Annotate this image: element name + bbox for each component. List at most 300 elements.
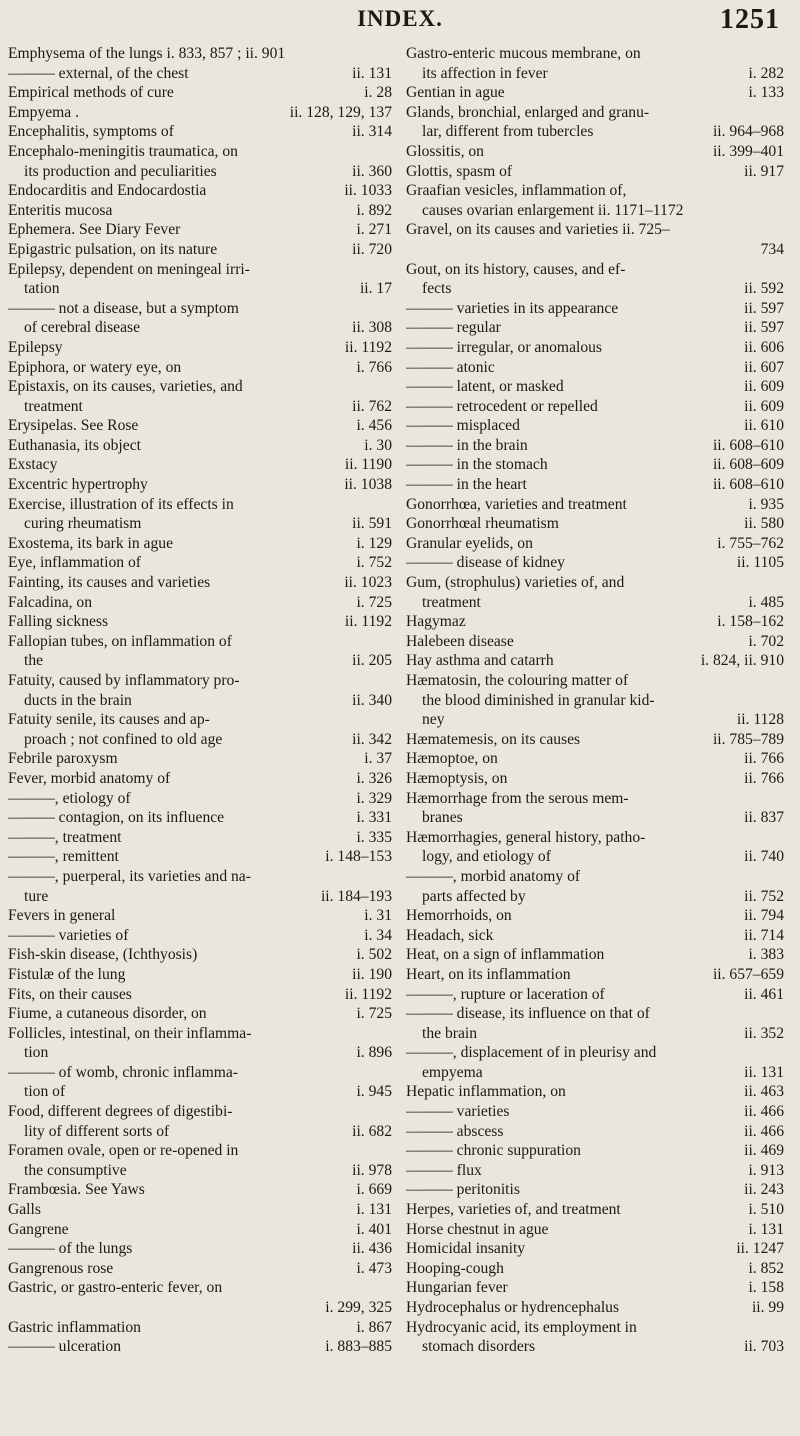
index-entry-ref: ii. 762 [348, 397, 392, 417]
index-entry-text: lity of different sorts of [24, 1122, 170, 1140]
index-entry-ref: ii. 597 [740, 299, 784, 319]
index-entry [406, 867, 784, 887]
index-entry-text: ——— retrocedent or repelled [406, 397, 598, 415]
index-entry [8, 318, 392, 338]
index-entry [8, 377, 392, 397]
index-entry-ref: i. 383 [744, 945, 784, 965]
index-entry-text: Epilepsy, dependent on meningeal irri- [8, 260, 250, 278]
index-entry-text: Enteritis mucosa [8, 201, 113, 219]
index-entry-ref: ii. 1247 [732, 1239, 784, 1259]
index-entry [406, 1318, 784, 1338]
index-entry-ref: i. 28 [360, 83, 392, 103]
index-entry-text: ——— in the brain [406, 436, 528, 454]
index-entry [406, 122, 784, 142]
index-entry [406, 103, 784, 123]
index-entry [8, 1298, 392, 1318]
index-entry-ref: i. 131 [352, 1200, 392, 1220]
index-entry-text: Glossitis, on [406, 142, 484, 160]
index-entry-text: ——— latent, or masked [406, 378, 564, 396]
index-entry [406, 1259, 784, 1279]
index-entry [406, 1200, 784, 1220]
index-entry [8, 926, 392, 946]
index-entry-text: the brain [422, 1024, 477, 1042]
index-entry [406, 749, 784, 769]
index-entry [8, 1220, 392, 1240]
index-entry-ref: i. 852 [744, 1259, 784, 1279]
index-entry-ref: ii. 314 [348, 122, 392, 142]
index-entry-ref: ii. 785–789 [709, 730, 784, 750]
index-entry-text: its affection in fever [422, 64, 548, 82]
index-entry-text: ——— ulceration [8, 1338, 122, 1356]
index-entry [406, 1298, 784, 1318]
index-entry-text: Fatuity, caused by inflammatory pro- [8, 672, 240, 689]
index-entry-text: Halebeen disease [406, 632, 514, 650]
index-entry [8, 1102, 392, 1122]
index-entry-ref: i. 945 [352, 1082, 392, 1102]
index-entry-ref: ii. 360 [348, 162, 392, 182]
index-entry-text: Heart, on its inflammation [406, 965, 571, 983]
index-entry [8, 1141, 392, 1161]
index-entry-text: Fainting, its causes and varieties [8, 574, 211, 592]
index-entry-text: Herpes, varieties of, and treatment [406, 1201, 621, 1219]
index-entry-text: curing rheumatism [24, 515, 142, 533]
index-entry [406, 1141, 784, 1161]
index-entry-ref: ii. 399–401 [709, 142, 784, 162]
index-entry [406, 710, 784, 730]
index-entry-text: Fits, on their causes [8, 985, 132, 1003]
index-entry [406, 1220, 784, 1240]
index-entry-ref: ii. 607 [740, 358, 784, 378]
index-entry-text: ——— in the heart [406, 476, 527, 494]
index-entry-ref: i. 935 [744, 495, 784, 515]
index-entry-text: ——— abscess [406, 1122, 504, 1140]
index-entry-ref: i. 766 [352, 358, 392, 378]
index-entry [8, 416, 392, 436]
index-entry-text: ———, morbid anatomy of [406, 867, 581, 885]
index-entry-text: ——— peritonitis [406, 1181, 520, 1199]
index-entry-ref: ii. 243 [740, 1180, 784, 1200]
index-entry [8, 1278, 392, 1298]
index-entry-ref: ii. 466 [740, 1102, 784, 1122]
index-entry [406, 455, 784, 475]
index-entry [406, 1239, 784, 1259]
page-header [0, 4, 800, 38]
index-entry-ref: ii. 205 [348, 651, 392, 671]
index-entry [8, 828, 392, 848]
index-entry-ref: ii. 461 [740, 985, 784, 1005]
index-entry-text: Gravel, on its causes and varieties ii. 725– [406, 221, 670, 239]
index-entry-text: Exstacy [8, 456, 58, 474]
index-entry [8, 1180, 392, 1200]
index-entry-ref: i. 326 [352, 769, 392, 789]
index-entry-text: ——— not a disease, but a symptom [8, 299, 239, 317]
index-entry [406, 945, 784, 965]
index-entry [8, 475, 392, 495]
index-entry [8, 1161, 392, 1181]
index-entry [406, 887, 784, 907]
index-entry-text: proach ; not confined to old age [24, 730, 223, 748]
index-entry-text: ———, remittent [8, 848, 119, 866]
index-entry [8, 906, 392, 926]
index-entry [8, 710, 392, 730]
index-entry [406, 377, 784, 397]
index-entry [406, 1122, 784, 1142]
index-entry-text: stomach disorders [422, 1338, 536, 1356]
index-entry-text: Frambœsia. See Yaws [8, 1181, 145, 1199]
index-entry-text: Hydrocephalus or hydrencephalus [406, 1299, 620, 1316]
index-entry-text: Hæmatemesis, on its causes [406, 730, 581, 748]
index-entry [8, 436, 392, 456]
index-entry [8, 455, 392, 475]
index-entry-ref: ii. 1105 [733, 553, 784, 573]
index-entry-text: ——— varieties [406, 1103, 510, 1121]
index-entry [8, 808, 392, 828]
index-entry-ref: i. 883–885 [321, 1337, 392, 1357]
index-entry-text: ——— misplaced [406, 417, 520, 435]
index-entry-ref: i. 896 [352, 1043, 392, 1063]
index-entry [8, 201, 392, 221]
index-entry [406, 318, 784, 338]
index-entry [406, 730, 784, 750]
index-entry [406, 906, 784, 926]
index-entry [406, 514, 784, 534]
index-entry-text: Epiphora, or watery eye, on [8, 358, 182, 376]
index-entry-ref: ii. 837 [740, 808, 784, 828]
index-entry [406, 416, 784, 436]
index-entry-text: Epistaxis, on its causes, varieties, and [8, 378, 243, 396]
index-entry [406, 279, 784, 299]
index-entry-text: the consumptive [24, 1161, 127, 1179]
index-entry-ref: ii. 609 [740, 397, 784, 417]
index-entry-ref: i. 282 [744, 64, 784, 84]
index-entry [406, 475, 784, 495]
index-entry-text: Hay asthma and catarrh [406, 652, 554, 670]
index-entry-text: Fish-skin disease, (Ichthyosis) [8, 946, 198, 964]
index-entry-ref: ii. 1038 [340, 475, 392, 495]
index-entry [406, 769, 784, 789]
index-entry [8, 553, 392, 573]
index-entry-ref: ii. 1128 [733, 710, 784, 730]
index-entry [8, 632, 392, 652]
index-entry-text: Emphysema of the lungs i. 833, 857 ; ii. 901 [8, 45, 286, 62]
index-entry-text: ——— irregular, or anomalous [406, 338, 602, 356]
index-entry-text: Hæmoptysis, on [406, 769, 508, 787]
index-entry-text: Gonorrhœa, varieties and treatment [406, 495, 627, 513]
index-entry-ref: i. 456 [352, 416, 392, 436]
index-entry-text: Exostema, its bark in ague [8, 534, 173, 552]
index-entry-ref: i. 913 [744, 1161, 784, 1181]
index-entry-ref: ii. 463 [740, 1082, 784, 1102]
index-entry-text: Encephalitis, symptoms of [8, 123, 174, 141]
index-entry-text: Empyema . [8, 103, 80, 121]
index-entry-ref: ii. 128, 129, 137 [286, 103, 392, 123]
index-entry-text: Galls [8, 1201, 41, 1219]
index-entry-text: Hydrocyanic acid, its employment in [406, 1318, 637, 1336]
index-entry [406, 299, 784, 319]
index-entry-text: ——— disease, its influence on that of [406, 1005, 650, 1023]
index-entry [406, 534, 784, 554]
index-entry-text: Epigastric pulsation, on its nature [8, 240, 218, 258]
index-entry [8, 1004, 392, 1024]
index-entry [406, 142, 784, 162]
index-entry-text: its production and peculiarities [24, 162, 217, 180]
index-entry-text: tion of [24, 1083, 66, 1101]
index-entry [8, 534, 392, 554]
index-entry-ref: ii. 609 [740, 377, 784, 397]
index-entry-ref: ii. 682 [348, 1122, 392, 1142]
index-entry-ref: i. 702 [744, 632, 784, 652]
index-entry-text: ney [422, 711, 445, 729]
index-entry-text: parts affected by [422, 887, 526, 905]
index-entry [8, 220, 392, 240]
index-entry-text: Foramen ovale, open or re-opened in [8, 1142, 239, 1160]
index-entry-text: ——— varieties of [8, 926, 129, 944]
index-entry-text: Gastro-enteric mucous membrane, on [406, 45, 641, 62]
index-entry [406, 808, 784, 828]
index-entry [406, 789, 784, 809]
index-entry [406, 201, 784, 221]
index-entry-ref: ii. 752 [740, 887, 784, 907]
index-entry-ref: ii. 580 [740, 514, 784, 534]
index-entry-text: Falling sickness [8, 613, 109, 631]
index-entry [8, 985, 392, 1005]
index-entry [8, 260, 392, 280]
index-entry-ref: ii. 17 [356, 279, 392, 299]
index-entry-ref: ii. 466 [740, 1122, 784, 1142]
index-entry [8, 1259, 392, 1279]
index-entry-ref: ii. 740 [740, 847, 784, 867]
index-entry-text: the [24, 652, 44, 670]
index-entry-text: ——— regular [406, 319, 501, 337]
index-entry-text: ———, displacement of in pleurisy and [406, 1044, 657, 1062]
index-entry-text: tation [24, 280, 60, 298]
index-entry [406, 495, 784, 515]
index-entry [8, 1063, 392, 1083]
index-entry [406, 593, 784, 613]
index-entry-text: ——— of the lungs [8, 1240, 133, 1258]
index-entry-text: Gangrenous rose [8, 1259, 114, 1277]
index-entry [8, 1200, 392, 1220]
index-entry-ref: ii. 342 [348, 730, 392, 750]
index-entry-text: Glottis, spasm of [406, 162, 513, 180]
index-entry [8, 573, 392, 593]
index-entry-ref: ii. 978 [348, 1161, 392, 1181]
index-entry [406, 553, 784, 573]
index-entry [8, 279, 392, 299]
index-entry-ref: ii. 591 [348, 514, 392, 534]
index-entry [8, 867, 392, 887]
index-entry-ref: ii. 917 [740, 162, 784, 182]
index-entry-ref: ii. 703 [740, 1337, 784, 1357]
index-entry [8, 64, 392, 84]
index-entry-ref: ii. 190 [348, 965, 392, 985]
index-entry [406, 1180, 784, 1200]
index-entry-text: Hæmoptoe, on [406, 750, 498, 768]
index-entry [406, 847, 784, 867]
index-entry [406, 632, 784, 652]
index-entry-ref: ii. 606 [740, 338, 784, 358]
index-entry-text: Hooping-cough [406, 1259, 504, 1277]
index-entry [8, 593, 392, 613]
index-entry [406, 1082, 784, 1102]
index-entry [8, 1318, 392, 1338]
index-entry-ref: ii. 657–659 [709, 965, 784, 985]
index-entry-ref: ii. 1033 [340, 181, 392, 201]
index-entry-text: Headach, sick [406, 926, 494, 944]
index-entry-ref: i. 131 [744, 1220, 784, 1240]
page-title: INDEX. [357, 6, 443, 31]
index-entry-ref: i. 31 [360, 906, 392, 926]
index-entry-ref: i. 133 [744, 83, 784, 103]
index-entry-text: Hæmatosin, the colouring matter of [406, 672, 629, 689]
index-entry-text: Falcadina, on [8, 593, 93, 611]
index-entry [8, 769, 392, 789]
index-entry-ref: ii. 131 [740, 1063, 784, 1083]
index-entry-ref: ii. 99 [748, 1298, 784, 1318]
index-entry-ref: i. 867 [352, 1318, 392, 1338]
index-entry-text: logy, and etiology of [422, 848, 551, 866]
index-entry-ref: i. 329 [352, 789, 392, 809]
index-entry [8, 945, 392, 965]
index-entry [8, 1082, 392, 1102]
index-entry-ref: ii. 608–609 [709, 455, 784, 475]
index-entry [8, 514, 392, 534]
index-entry [406, 1004, 784, 1024]
index-entry [406, 573, 784, 593]
index-entry-ref: i. 30 [360, 436, 392, 456]
index-entry-text: Hungarian fever [406, 1279, 508, 1297]
index-entry-text: Hepatic inflammation, on [406, 1083, 566, 1101]
index-entry-text: ture [24, 887, 49, 905]
index-entry [406, 671, 784, 691]
index-entry [406, 83, 784, 103]
index-entry-text: Heat, on a sign of inflammation [406, 946, 605, 964]
index-entry [8, 1239, 392, 1259]
index-entry-text: ———, rupture or laceration of [406, 985, 605, 1003]
index-entry [8, 162, 392, 182]
index-entry-ref: ii. 184–193 [317, 887, 392, 907]
index-entry [406, 44, 784, 64]
index-entry-text: ——— chronic suppuration [406, 1142, 581, 1160]
index-entry [406, 612, 784, 632]
index-entry-text: Erysipelas. See Rose [8, 417, 139, 435]
index-entry-text: lar, different from tubercles [422, 123, 594, 141]
index-entry-ref: ii. 308 [348, 318, 392, 338]
index-entry [8, 299, 392, 319]
index-entry [8, 1024, 392, 1044]
index-entry [406, 240, 784, 260]
index-entry-ref: ii. 794 [740, 906, 784, 926]
index-entry [8, 887, 392, 907]
index-entry-text: ——— varieties in its appearance [406, 299, 619, 317]
index-entry-text: of cerebral disease [24, 319, 141, 337]
index-entry-text: ——— atonic [406, 358, 495, 376]
index-entry [8, 789, 392, 809]
index-entry [406, 1024, 784, 1044]
index-entry-text: ———, puerperal, its varieties and na- [8, 867, 251, 885]
index-entry-text: ———, treatment [8, 828, 122, 846]
index-entry-ref: ii. 436 [348, 1239, 392, 1259]
index-entry-text: Follicles, intestinal, on their inflamma- [8, 1024, 252, 1042]
index-entry-ref: i. 725 [352, 1004, 392, 1024]
index-entry-text: Endocarditis and Endocardostia [8, 182, 207, 200]
index-entry-text: ——— disease of kidney [406, 554, 565, 572]
index-entry [8, 965, 392, 985]
index-entry-text: Fatuity senile, its causes and ap- [8, 711, 210, 729]
index-entry-ref: i. 335 [352, 828, 392, 848]
index-entry-text: Graafian vesicles, inflammation of, [406, 182, 627, 200]
index-entry-text: Granular eyelids, on [406, 534, 533, 552]
index-entry-text: Fallopian tubes, on inflammation of [8, 632, 232, 650]
index-entry-text: ——— of womb, chronic inflamma- [8, 1063, 238, 1081]
index-entry [406, 397, 784, 417]
index-entry-text: treatment [422, 593, 481, 611]
index-entry-text: Hagymaz [406, 613, 466, 631]
index-entry-text: causes ovarian enlargement ii. 1171–1172 [422, 201, 684, 219]
index-entry-text: ———, etiology of [8, 789, 131, 807]
index-entry [406, 338, 784, 358]
index-entry-ref: i. 148–153 [321, 847, 392, 867]
index-entry [406, 1337, 784, 1357]
index-entry [406, 181, 784, 201]
index-entry-ref: i. 824, ii. 910 [697, 651, 784, 671]
index-entry [406, 64, 784, 84]
index-entry [8, 495, 392, 515]
index-entry [406, 1161, 784, 1181]
index-entry [406, 1063, 784, 1083]
index-entry-ref: ii. 1192 [341, 612, 392, 632]
index-entry-text: Epilepsy [8, 338, 63, 356]
index-entry [406, 965, 784, 985]
index-entry-text: Empirical methods of cure [8, 84, 174, 102]
index-entry [406, 162, 784, 182]
index-entry-ref: ii. 352 [740, 1024, 784, 1044]
index-entry-ref: ii. 340 [348, 691, 392, 711]
index-entry-ref: i. 485 [744, 593, 784, 613]
index-entry-ref: ii. 766 [740, 769, 784, 789]
index-entry-text: Gastric, or gastro-enteric fever, on [8, 1279, 223, 1297]
index-entry-text: ——— flux [406, 1161, 482, 1179]
index-entry-text: Glands, bronchial, enlarged and granu- [406, 103, 650, 121]
index-entry-ref: i. 158 [744, 1278, 784, 1298]
index-entry-text: ——— in the stomach [406, 456, 548, 474]
index-entry [8, 612, 392, 632]
index-entry-text: Febrile paroxysm [8, 750, 118, 768]
index-entry-text: the blood diminished in granular kid- [422, 691, 655, 709]
index-entry [8, 847, 392, 867]
index-entry [8, 730, 392, 750]
index-entry-ref: ii. 469 [740, 1141, 784, 1161]
index-entry [8, 1337, 392, 1357]
index-entry-text: Gentian in ague [406, 84, 505, 102]
index-entry-ref: ii. 1190 [341, 455, 392, 475]
index-entry [406, 926, 784, 946]
index-entry-ref: i. 158–162 [713, 612, 784, 632]
index-entry-text: Gastric inflammation [8, 1318, 141, 1336]
index-entry-ref: i. 299, 325 [321, 1298, 392, 1318]
index-entry [406, 358, 784, 378]
index-entry [406, 436, 784, 456]
index-entry [8, 181, 392, 201]
index-entry-ref: i. 331 [352, 808, 392, 828]
index-entry-ref: ii. 720 [348, 240, 392, 260]
index-entry-text: Horse chestnut in ague [406, 1220, 549, 1238]
index-entry-text: branes [422, 809, 463, 827]
index-entry [406, 828, 784, 848]
index-entry-ref: i. 401 [352, 1220, 392, 1240]
index-entry-text: Fistulæ of the lung [8, 965, 126, 983]
page-number: 1251 [720, 4, 780, 35]
